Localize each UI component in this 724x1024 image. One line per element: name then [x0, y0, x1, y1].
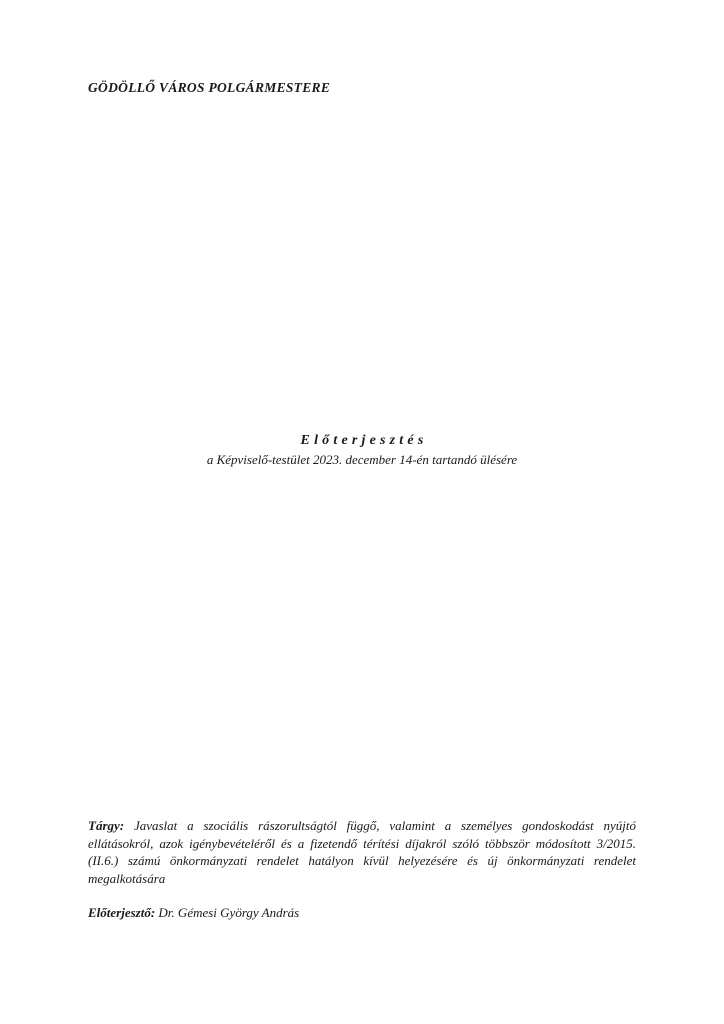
presenter-line	[88, 905, 299, 921]
subject-paragraph	[88, 817, 636, 887]
presenter-label: Előterjesztő:	[88, 905, 159, 920]
presenter-name: Dr. Gémesi György András	[158, 905, 300, 920]
subject-label: Tárgy:	[88, 818, 134, 833]
subject-text: Javaslat a szociális rászorultságtól függő, valamint a személyes gondoskodást nyújtó ellátásokról, azok igénybevételéről és a fizetendő térítési díjakról szóló többször módosított 3/2015.(II.6.) számú önkormányzati rendelet hatályon kívül helyezésére és új önkormányzati rendelet megalkotására	[88, 818, 636, 886]
title-block	[0, 432, 724, 469]
issuer-heading: GÖDÖLLŐ VÁROS POLGÁRMESTERE	[88, 80, 331, 95]
meeting-line: a Képviselő-testület 2023. december 14-én tartandó ülésére	[206, 452, 518, 467]
document-type-title: Előterjesztés	[300, 433, 428, 448]
